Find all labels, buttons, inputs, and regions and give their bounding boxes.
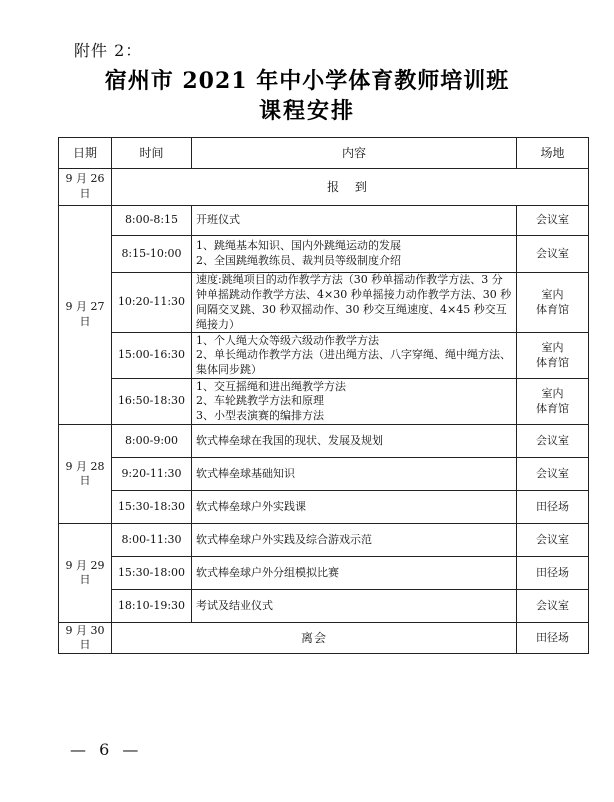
time-cell: 15:00-16:30 (112, 333, 192, 379)
date-cell-29: 9 月 29 日 (59, 524, 112, 623)
venue-cell (517, 236, 589, 273)
registration-cell: 报 到 (112, 169, 589, 206)
header-date: 日期 (59, 138, 112, 169)
content-cell (192, 273, 517, 333)
table-row (59, 379, 589, 425)
table-row (59, 524, 589, 557)
venue-line: 会议室 (536, 433, 569, 447)
content-line: 软式棒垒球户外实践课 (196, 499, 306, 513)
content-cell (192, 590, 517, 623)
attachment-label: 附件 2： (74, 41, 143, 60)
table-row (59, 273, 589, 333)
document-subtitle: 课程安排 (258, 98, 355, 124)
content-cell (192, 206, 517, 236)
venue-line: 田径场 (536, 565, 569, 579)
venue-cell: 田径场 (517, 623, 589, 654)
content-line: 3、小型表演赛的编排方法 (196, 409, 324, 423)
content-line: 软式棒垒球基础知识 (196, 466, 295, 480)
content-line: 考试及结业仪式 (196, 598, 273, 612)
time-cell: 8:00-9:00 (112, 425, 192, 458)
content-cell (192, 557, 517, 590)
departure-cell: 离会 (112, 623, 517, 654)
time-cell: 8:00-11:30 (112, 524, 192, 557)
venue-line: 会议室 (536, 532, 569, 546)
time-cell: 15:30-18:00 (112, 557, 192, 590)
venue-cell (517, 333, 589, 379)
table-row (59, 425, 589, 458)
table-row (59, 623, 589, 654)
time-cell: 8:00-8:15 (112, 206, 192, 236)
content-cell (192, 236, 517, 273)
document-title: 宿州市 2021 年中小学体育教师培训班 (104, 68, 510, 94)
time-cell: 16:50-18:30 (112, 379, 192, 425)
venue-cell (517, 379, 589, 425)
content-cell (192, 425, 517, 458)
venue-cell (517, 491, 589, 524)
table-row (59, 458, 589, 491)
venue-cell (517, 557, 589, 590)
table-row (59, 333, 589, 379)
venue-line: 体育馆 (536, 302, 569, 316)
content-line: 软式棒垒球在我国的现状、发展及规划 (196, 433, 383, 447)
content-cell (192, 524, 517, 557)
content-cell (192, 379, 517, 425)
table-row (59, 236, 589, 273)
content-line: 1、个人绳大众等级六级动作教学方法 (196, 333, 379, 347)
venue-line: 体育馆 (536, 355, 569, 369)
content-line: 软式棒垒球户外实践及综合游戏示范 (196, 532, 372, 546)
venue-cell (517, 206, 589, 236)
header-time: 时间 (112, 138, 192, 169)
header-content: 内容 (192, 138, 517, 169)
time-cell: 15:30-18:30 (112, 491, 192, 524)
venue-cell (517, 458, 589, 491)
venue-line: 体育馆 (536, 401, 569, 415)
venue-line: 室内 (541, 387, 564, 401)
venue-line: 田径场 (536, 499, 569, 513)
venue-line: 会议室 (536, 213, 569, 227)
content-line: 软式棒垒球户外分组模拟比赛 (196, 565, 339, 579)
date-cell-27: 9 月 27 日 (59, 206, 112, 425)
venue-line: 会议室 (536, 246, 569, 260)
content-line: 2、全国跳绳教练员、裁判员等级制度介绍 (196, 254, 401, 267)
table-row (59, 590, 589, 623)
venue-cell (517, 273, 589, 333)
table-row (59, 557, 589, 590)
table-row (59, 206, 589, 236)
venue-line: 会议室 (536, 598, 569, 612)
content-line: 2、车轮跳教学方法和原理 (196, 394, 324, 408)
content-cell (192, 458, 517, 491)
venue-line: 室内 (541, 287, 564, 301)
content-line: 1、跳绳基本知识、国内外跳绳运动的发展 (196, 239, 401, 253)
date-cell-30: 9 月 30 日 (59, 623, 112, 654)
venue-cell (517, 524, 589, 557)
content-line: 速度:跳绳项目的动作教学方法（30 秒单摇动作教学方法、3 分钟单摇跳动作教学方法、4×30 秒单摇接力动作教学方法、30 秒间隔交叉跳、30 秒双摇动作、30 秒交互绳速度、4×45 秒交互绳接力） (196, 273, 512, 331)
date-cell-28: 9 月 28 日 (59, 425, 112, 524)
date-cell-26: 9 月 26 日 (59, 169, 112, 206)
table-row (59, 491, 589, 524)
content-cell (192, 491, 517, 524)
venue-line: 会议室 (536, 466, 569, 480)
venue-line: 室内 (541, 341, 564, 355)
time-cell: 9:20-11:30 (112, 458, 192, 491)
venue-cell (517, 425, 589, 458)
content-cell (192, 333, 517, 379)
header-venue: 场地 (517, 138, 589, 169)
time-cell: 8:15-10:00 (112, 236, 192, 273)
content-line: 2、单长绳动作教学方法（进出绳方法、八字穿绳、绳中绳方法、集体同步跳） (196, 348, 511, 377)
time-cell: 18:10-19:30 (112, 590, 192, 623)
time-cell: 10:20-11:30 (112, 273, 192, 333)
content-line: 开班仪式 (196, 213, 240, 227)
content-line: 1、交互摇绳和进出绳教学方法 (196, 379, 346, 393)
table-row (59, 169, 589, 206)
schedule-table (58, 137, 589, 654)
venue-cell (517, 590, 589, 623)
page-number: — 6 — (70, 740, 143, 759)
table-header-row (59, 138, 589, 169)
